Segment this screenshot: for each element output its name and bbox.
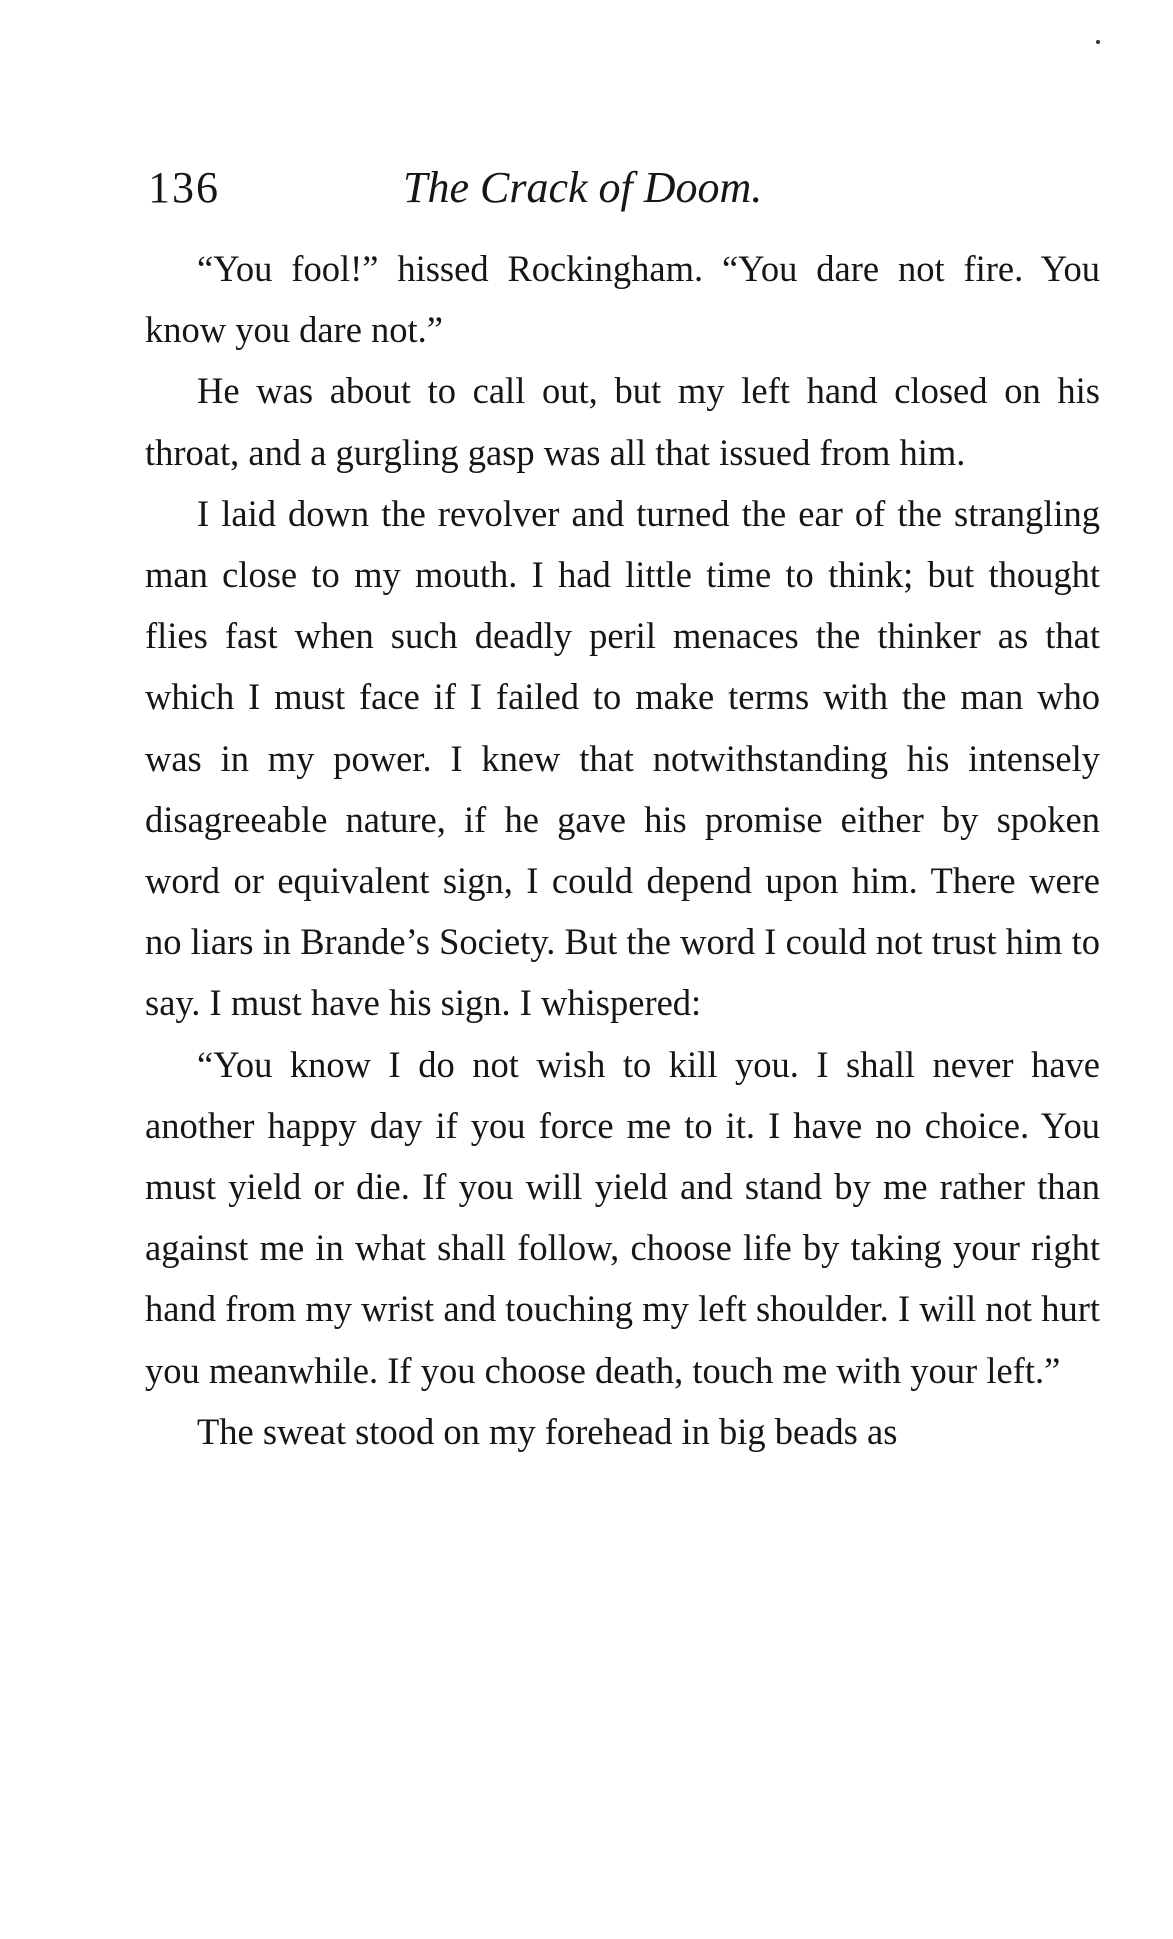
running-title: The Crack of Doom.	[403, 163, 763, 212]
page-number: 136	[148, 163, 220, 212]
page-header	[148, 158, 1048, 218]
paragraph-3: I laid down the revolver and turned the ear of the strangling man close to my mouth. I had little time to think; but thought flies fast when such deadly peril menaces the thinker as that which I must face if I failed to make terms with the man who was in my power. I knew that notwithstanding his intensely disagreeable nature, if he gave his promise either by spoken word or equivalent sign, I could depend upon him. There were no liars in Brande’s Society. But the word I could not trust him to say. I must have his sign. I whispered:	[145, 492, 1100, 1024]
paragraph-1: “You fool!” hissed Rockingham. “You dare not fire. You know you dare not.”	[145, 248, 1100, 351]
paragraph-5: The sweat stood on my forehead in big beads as	[197, 1410, 898, 1452]
paragraph-2: He was about to call out, but my left hand closed on his throat, and a gurgling gasp was all that issued from him.	[145, 370, 1100, 473]
print-speck	[1096, 40, 1100, 44]
paragraph-4: “You know I do not wish to kill you. I shall never have another happy day if you force me to it. I have no choice. You must yield or die. If you will yield and stand by me rather than against me in what shall follow, choose life by taking your right hand from my wrist and touching my left shoulder. I will not hurt you meanwhile. If you choose death, touch me with your left.”	[145, 1043, 1100, 1391]
body-text	[145, 238, 1100, 1462]
